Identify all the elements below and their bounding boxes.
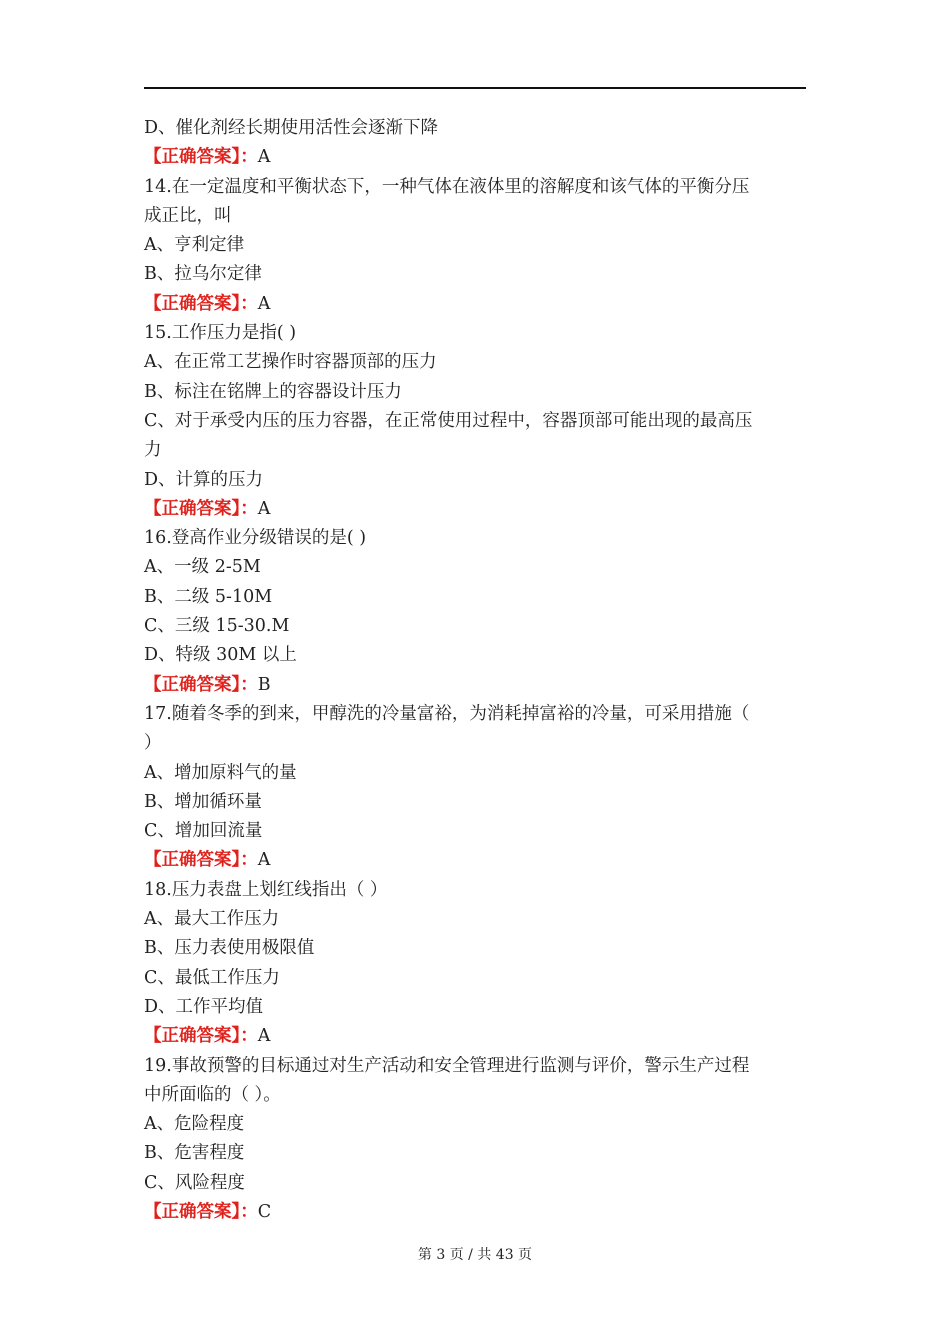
- text-line: B、二级 5-10M: [144, 586, 273, 607]
- answer-label: 【正确答案】：: [144, 1201, 258, 1222]
- answer-value: A: [257, 147, 271, 168]
- text-line: D、催化剂经长期使用活性会逐渐下降: [144, 118, 439, 138]
- answer-value: A: [257, 1026, 271, 1047]
- answer-value: B: [257, 674, 271, 695]
- text-line: 17.随着冬季的到来，甲醇洗的冷量富裕，为消耗掉富裕的冷量，可采用措施（: [144, 703, 750, 724]
- text-line: B、增加循环量: [144, 791, 262, 812]
- answer-value: A: [257, 293, 271, 314]
- text-line: ）: [144, 733, 162, 754]
- answer-line: [144, 846, 806, 875]
- text-line: C、增加回流量: [144, 821, 263, 842]
- text-line: B、拉乌尔定律: [144, 264, 262, 285]
- answer-value: C: [257, 1201, 272, 1222]
- text-line: C、三级 15-30.M: [144, 616, 290, 637]
- document-body: [144, 114, 806, 1227]
- answer-label: 【正确答案】：: [144, 1026, 258, 1047]
- answer-line: [144, 495, 806, 524]
- text-line: A、最大工作压力: [144, 909, 280, 930]
- text-line: B、标注在铭牌上的容器设计压力: [144, 381, 402, 402]
- answer-line: [144, 290, 806, 319]
- text-line: D、工作平均值: [144, 996, 264, 1017]
- answer-label: 【正确答案】：: [144, 147, 258, 168]
- text-line: A、一级 2-5M: [144, 557, 261, 578]
- page-footer: 第 3 页 / 共 43 页: [417, 1247, 533, 1263]
- answer-value: A: [257, 498, 271, 519]
- answer-label: 【正确答案】：: [144, 293, 258, 314]
- text-line: 中所面临的（ ）。: [144, 1084, 281, 1105]
- text-line: A、增加原料气的量: [144, 762, 297, 783]
- text-line: 14.在一定温度和平衡状态下，一种气体在液体里的溶解度和该气体的平衡分压: [144, 176, 750, 197]
- header-rule: [144, 87, 806, 89]
- text-line: 19.事故预警的目标通过对生产活动和安全管理进行监测与评价，警示生产过程: [144, 1055, 750, 1076]
- text-line: D、特级 30M 以上: [144, 645, 297, 666]
- answer-line: [144, 671, 806, 700]
- text-line: 16.登高作业分级错误的是( ): [144, 528, 367, 549]
- text-line: A、在正常工艺操作时容器顶部的压力: [144, 352, 437, 373]
- answer-label: 【正确答案】：: [144, 850, 258, 871]
- answer-label: 【正确答案】：: [144, 674, 258, 695]
- text-line: C、最低工作压力: [144, 967, 280, 988]
- answer-line: [144, 143, 806, 172]
- answer-label: 【正确答案】：: [144, 498, 258, 519]
- text-line: A、亨利定律: [144, 235, 245, 256]
- text-line: 力: [144, 440, 162, 461]
- text-line: B、压力表使用极限值: [144, 938, 315, 959]
- answer-line: [144, 1198, 806, 1227]
- text-line: 成正比，叫: [144, 205, 232, 226]
- text-line: 18.压力表盘上划红线指出（ ）: [144, 879, 388, 900]
- text-line: D、计算的压力: [144, 469, 264, 490]
- text-line: B、危害程度: [144, 1143, 245, 1164]
- text-line: C、对于承受内压的压力容器，在正常使用过程中，容器顶部可能出现的最高压: [144, 410, 753, 431]
- text-line: 15.工作压力是指( ): [144, 323, 297, 344]
- text-line: A、危险程度: [144, 1114, 245, 1135]
- text-line: C、风险程度: [144, 1172, 245, 1193]
- answer-value: A: [257, 850, 271, 871]
- answer-line: [144, 1022, 806, 1051]
